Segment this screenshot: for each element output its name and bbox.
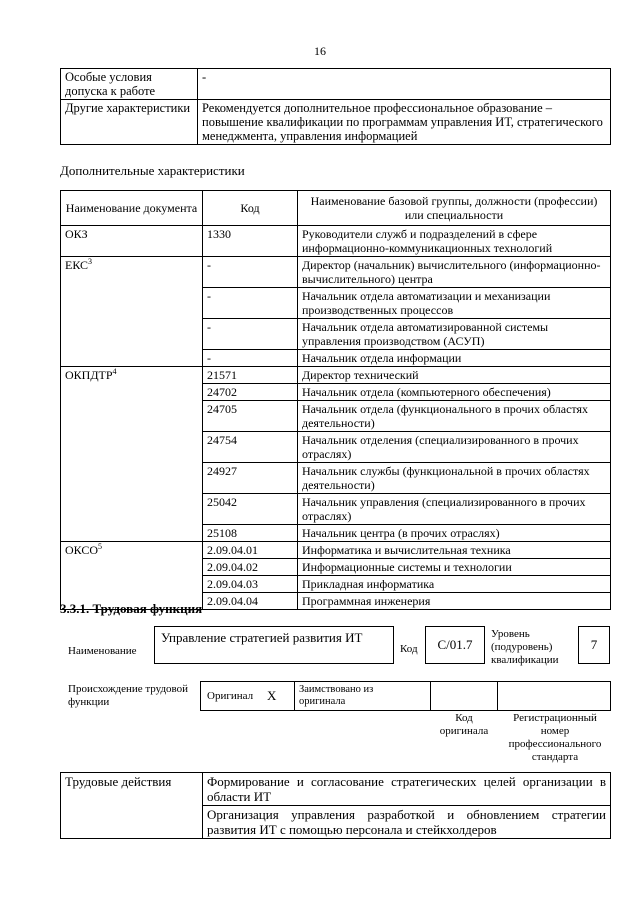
occupation-name-cell: Программная инженерия bbox=[298, 593, 611, 610]
registration-number-cell bbox=[497, 681, 611, 711]
function-name-box bbox=[154, 626, 394, 664]
origin-label: Происхождение трудовой функции bbox=[68, 683, 189, 708]
footnote-ref: 5 bbox=[98, 542, 103, 551]
document-name: ОКЗ bbox=[65, 227, 88, 241]
occupation-name-cell: Начальник отдела (компьютерного обеспечения) bbox=[298, 384, 611, 401]
header-document: Наименование документа bbox=[61, 191, 203, 226]
occupation-name-cell: Руководители служб и подразделений в сфере информационно-коммуникационных технологий bbox=[298, 226, 611, 257]
code-cell: 25042 bbox=[203, 494, 298, 525]
document-name: ОКПДТР bbox=[65, 368, 113, 382]
document-cell bbox=[61, 401, 203, 432]
document-cell bbox=[61, 384, 203, 401]
function-code-value: C/01.7 bbox=[437, 637, 473, 652]
document-name: ЕКС bbox=[65, 258, 89, 272]
original-code-caption: Код оригинала bbox=[439, 712, 489, 737]
occupation-name-cell: Информатика и вычислительная техника bbox=[298, 542, 611, 559]
table-row bbox=[61, 463, 611, 494]
table-row bbox=[61, 773, 611, 806]
code-cell: 2.09.04.02 bbox=[203, 559, 298, 576]
header-name: Наименование базовой группы, должности (профессии) или специальности bbox=[298, 191, 611, 226]
conditions-label: Особые условия допуска к работе bbox=[61, 69, 198, 100]
name-label: Наименование bbox=[68, 645, 137, 657]
level-label: Уровень (подуровень) квалификации bbox=[491, 628, 559, 666]
code-label: Код bbox=[400, 643, 418, 655]
code-cell: - bbox=[203, 257, 298, 288]
original-label: Оригинал bbox=[207, 690, 254, 702]
code-cell: 24702 bbox=[203, 384, 298, 401]
table-header-row bbox=[61, 191, 611, 226]
additional-characteristics-heading: Дополнительные характеристики bbox=[60, 163, 245, 178]
code-cell: 2.09.04.01 bbox=[203, 542, 298, 559]
occupation-name-cell: Начальник отдела информации bbox=[298, 350, 611, 367]
document-name: ОКСО bbox=[65, 543, 99, 557]
table-row bbox=[61, 69, 611, 100]
borrowed-cell bbox=[294, 681, 431, 711]
table-row bbox=[61, 350, 611, 367]
occupation-name-cell: Начальник отдела автоматизации и механизации производственных процессов bbox=[298, 288, 611, 319]
code-cell: - bbox=[203, 350, 298, 367]
other-characteristics-value: Рекомендуется дополнительное профессиональное образование – повышение квалификации по программам управления ИТ, стратегического менеджмента, управления информацией bbox=[198, 100, 611, 145]
additional-characteristics-table bbox=[60, 190, 611, 610]
table-row bbox=[61, 319, 611, 350]
level-box bbox=[578, 626, 610, 664]
table-row bbox=[61, 559, 611, 576]
original-code-cell bbox=[430, 681, 498, 711]
code-cell: 24754 bbox=[203, 432, 298, 463]
document-cell bbox=[61, 319, 203, 350]
code-cell: 24927 bbox=[203, 463, 298, 494]
conditions-table bbox=[60, 68, 611, 145]
document-cell bbox=[61, 463, 203, 494]
document-cell bbox=[61, 559, 203, 576]
labor-actions-table bbox=[60, 772, 611, 839]
document-cell bbox=[61, 367, 203, 384]
conditions-value: - bbox=[198, 69, 611, 100]
document-cell bbox=[61, 257, 203, 288]
footnote-ref: 3 bbox=[88, 257, 93, 266]
table-row bbox=[61, 576, 611, 593]
table-row bbox=[61, 542, 611, 559]
registration-number-caption: Регистрационный номер профессионального стандарта bbox=[508, 712, 602, 763]
occupation-name-cell: Начальник отдела автоматизированной системы управления производством (АСУП) bbox=[298, 319, 611, 350]
code-cell: 21571 bbox=[203, 367, 298, 384]
document-cell bbox=[61, 432, 203, 463]
document-cell bbox=[61, 226, 203, 257]
occupation-name-cell: Начальник отделения (специализированного в прочих отраслях) bbox=[298, 432, 611, 463]
document-cell bbox=[61, 542, 203, 559]
table-row bbox=[61, 226, 611, 257]
code-cell: 2.09.04.03 bbox=[203, 576, 298, 593]
code-cell: - bbox=[203, 319, 298, 350]
table-row bbox=[61, 288, 611, 319]
function-name-value: Управление стратегией развития ИТ bbox=[161, 630, 363, 645]
document-cell bbox=[61, 350, 203, 367]
original-cell bbox=[200, 681, 295, 711]
table-row bbox=[61, 432, 611, 463]
borrowed-label: Заимствовано из оригинала bbox=[299, 684, 374, 707]
occupation-name-cell: Прикладная информатика bbox=[298, 576, 611, 593]
other-characteristics-label: Другие характеристики bbox=[61, 100, 198, 145]
table-row bbox=[61, 257, 611, 288]
occupation-name-cell: Информационные системы и технологии bbox=[298, 559, 611, 576]
occupation-name-cell: Начальник службы (функциональной в прочих областях деятельности) bbox=[298, 463, 611, 494]
table-row bbox=[61, 401, 611, 432]
document-cell bbox=[61, 288, 203, 319]
table-row bbox=[61, 100, 611, 145]
code-cell: 2.09.04.04 bbox=[203, 593, 298, 610]
function-code-box bbox=[425, 626, 485, 664]
occupation-name-cell: Начальник управления (специализированного в прочих отраслях) bbox=[298, 494, 611, 525]
table-row bbox=[61, 525, 611, 542]
section-title: 3.3.1. Трудовая функция bbox=[60, 601, 203, 616]
code-cell: - bbox=[203, 288, 298, 319]
footnote-ref: 4 bbox=[112, 367, 117, 376]
occupation-name-cell: Начальник отдела (функционального в прочих областях деятельности) bbox=[298, 401, 611, 432]
code-cell: 1330 bbox=[203, 226, 298, 257]
document-cell bbox=[61, 576, 203, 593]
occupation-name-cell: Начальник центра (в прочих отраслях) bbox=[298, 525, 611, 542]
page-number: 16 bbox=[314, 44, 326, 58]
document-cell bbox=[61, 494, 203, 525]
occupation-name-cell: Директор технический bbox=[298, 367, 611, 384]
labor-action-item: Формирование и согласование стратегических целей организации в области ИТ bbox=[203, 773, 611, 806]
header-code: Код bbox=[203, 191, 298, 226]
labor-action-item: Организация управления разработкой и обновлением стратегии развития ИТ с помощью персонала и стейкхолдеров bbox=[203, 806, 611, 839]
occupation-name-cell: Директор (начальник) вычислительного (информационно-вычислительного) центра bbox=[298, 257, 611, 288]
table-row bbox=[61, 494, 611, 525]
labor-actions-label: Трудовые действия bbox=[61, 773, 203, 839]
original-mark: X bbox=[267, 688, 277, 703]
table-row bbox=[61, 384, 611, 401]
document-cell bbox=[61, 525, 203, 542]
code-cell: 24705 bbox=[203, 401, 298, 432]
code-cell: 25108 bbox=[203, 525, 298, 542]
level-value: 7 bbox=[590, 637, 598, 652]
table-row bbox=[61, 367, 611, 384]
